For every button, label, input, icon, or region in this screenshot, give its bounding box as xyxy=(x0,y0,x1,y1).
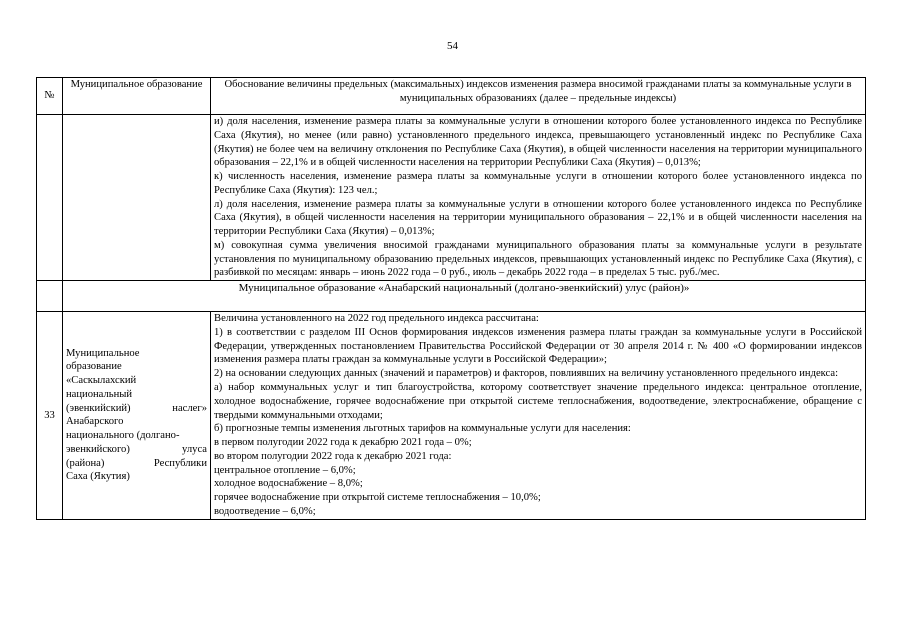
justification-cell xyxy=(211,312,866,519)
municipality-name xyxy=(63,312,211,519)
paragraph: 2) на основании следующих данных (значений и параметров) и факторов, повлиявших на величину установленного предельного индекса: xyxy=(214,368,839,380)
page-number: 54 xyxy=(447,40,458,52)
paragraph: а) набор коммунальных услуг и тип благоустройства, которому соответствует значение предельного индекса: центральное отопление, холодное водоснабжение, горячее водоснабжение при открытой системе теплоснабжения, водоотведение, электроснабжение, обращение с твердыми коммунальными отходами; xyxy=(214,382,862,421)
row-number: 33 xyxy=(37,312,63,519)
paragraph: б) прогнозные темпы изменения льготных тарифов на коммунальные услуги для населения: xyxy=(214,423,631,435)
paragraph: и) доля населения, изменение размера платы за коммунальные услуги в отношении которого более установленного индекса по Республике Саха (Якутия), но менее (или равно) установленного предельного индекса, превышающего установленный индекс по Республике Саха (Якутия) не более чем на величину отклонения по Республике Саха (Якутия), в общей численности населения на территории муниципального образования – 22,1% и в общей численности населения на территории Республики Саха (Якутия) – 0,013%; xyxy=(214,116,862,169)
section-row xyxy=(37,281,866,312)
paragraph: л) доля населения, изменение размера платы за коммунальные услуги в отношении которого более установленного индекса по Республике Саха (Якутия), в общей численности населения на территории муниципального образования – 22,1% и в общей численности населения на территории Республики Саха (Якутия) – 0,013%; xyxy=(214,198,862,238)
municipality-line: Саха (Якутия) xyxy=(66,471,130,483)
paragraph: водоотведение – 6,0%; xyxy=(214,505,316,517)
table-row-33 xyxy=(37,312,866,519)
paragraph: Величина установленного на 2022 год предельного индекса рассчитана: xyxy=(214,313,539,325)
justification-cell xyxy=(211,115,866,281)
municipality-line: (эвенкийский) наслег» xyxy=(66,402,207,414)
paragraph: центральное отопление – 6,0%; xyxy=(214,464,356,476)
municipality-line: Муниципальное xyxy=(66,347,140,359)
paragraph: к) численность населения, изменение размера платы за коммунальные услуги в отношении которого более установленного индекса по Республике Саха (Якутия): 123 чел.; xyxy=(214,171,862,196)
paragraph: холодное водоснабжение – 8,0%; xyxy=(214,478,363,490)
indices-table xyxy=(36,77,866,520)
number-cell-empty xyxy=(37,115,63,281)
paragraph: во втором полугодии 2022 года к декабрю 2021 года: xyxy=(214,450,452,462)
municipality-line: (района) Республики xyxy=(66,457,207,469)
paragraph: 1) в соответствии с разделом III Основ формирования индексов изменения размера платы граждан за коммунальные услуги в Российской Федерации, утвержденных постановлением Правительства Российской Федерации от 30 апреля 2014 г. № 400 «О формировании индексов изменения размера платы граждан за коммунальные услуги в Российской Федерации»; xyxy=(214,326,862,366)
table-header-row xyxy=(37,78,866,115)
header-municipality: Муниципальное образование xyxy=(63,78,211,115)
municipality-line: национального (долгано- xyxy=(66,430,180,442)
paragraph: горячее водоснабжение при открытой системе теплоснабжения – 10,0%; xyxy=(214,492,541,504)
municipality-line: Анабарского xyxy=(66,416,124,428)
municipality-line: «Саскылахский xyxy=(66,375,137,387)
paragraph: м) совокупная сумма увеличения вносимой гражданами муниципального образования платы за коммунальные услуги в результате установления по муниципальному образованию предельных индексов, превышающих установленный индекс по Республике Саха (Якутия), с разбивкой по месяцам: январь – июнь 2022 года – 0 руб., июль – декабрь 2022 года – в пределах 5 тыс. руб./мес. xyxy=(214,239,862,279)
section-title: Муниципальное образование «Анабарский национальный (долгано-эвенкийский) улус (район)» xyxy=(63,281,866,312)
section-empty-cell xyxy=(37,281,63,312)
municipality-line: образование xyxy=(66,361,122,373)
header-justification: Обоснование величины предельных (максимальных) индексов изменения размера вносимой гражданами платы за коммунальные услуги в муниципальных образованиях (далее – предельные индексы) xyxy=(211,78,866,115)
table-row-continuation xyxy=(37,115,866,281)
paragraph: в первом полугодии 2022 года к декабрю 2021 года – 0%; xyxy=(214,437,472,449)
header-number: № xyxy=(37,78,63,115)
municipality-cell-empty xyxy=(63,115,211,281)
municipality-line: национальный xyxy=(66,388,133,400)
municipality-line: эвенкийского) улуса xyxy=(66,443,207,455)
